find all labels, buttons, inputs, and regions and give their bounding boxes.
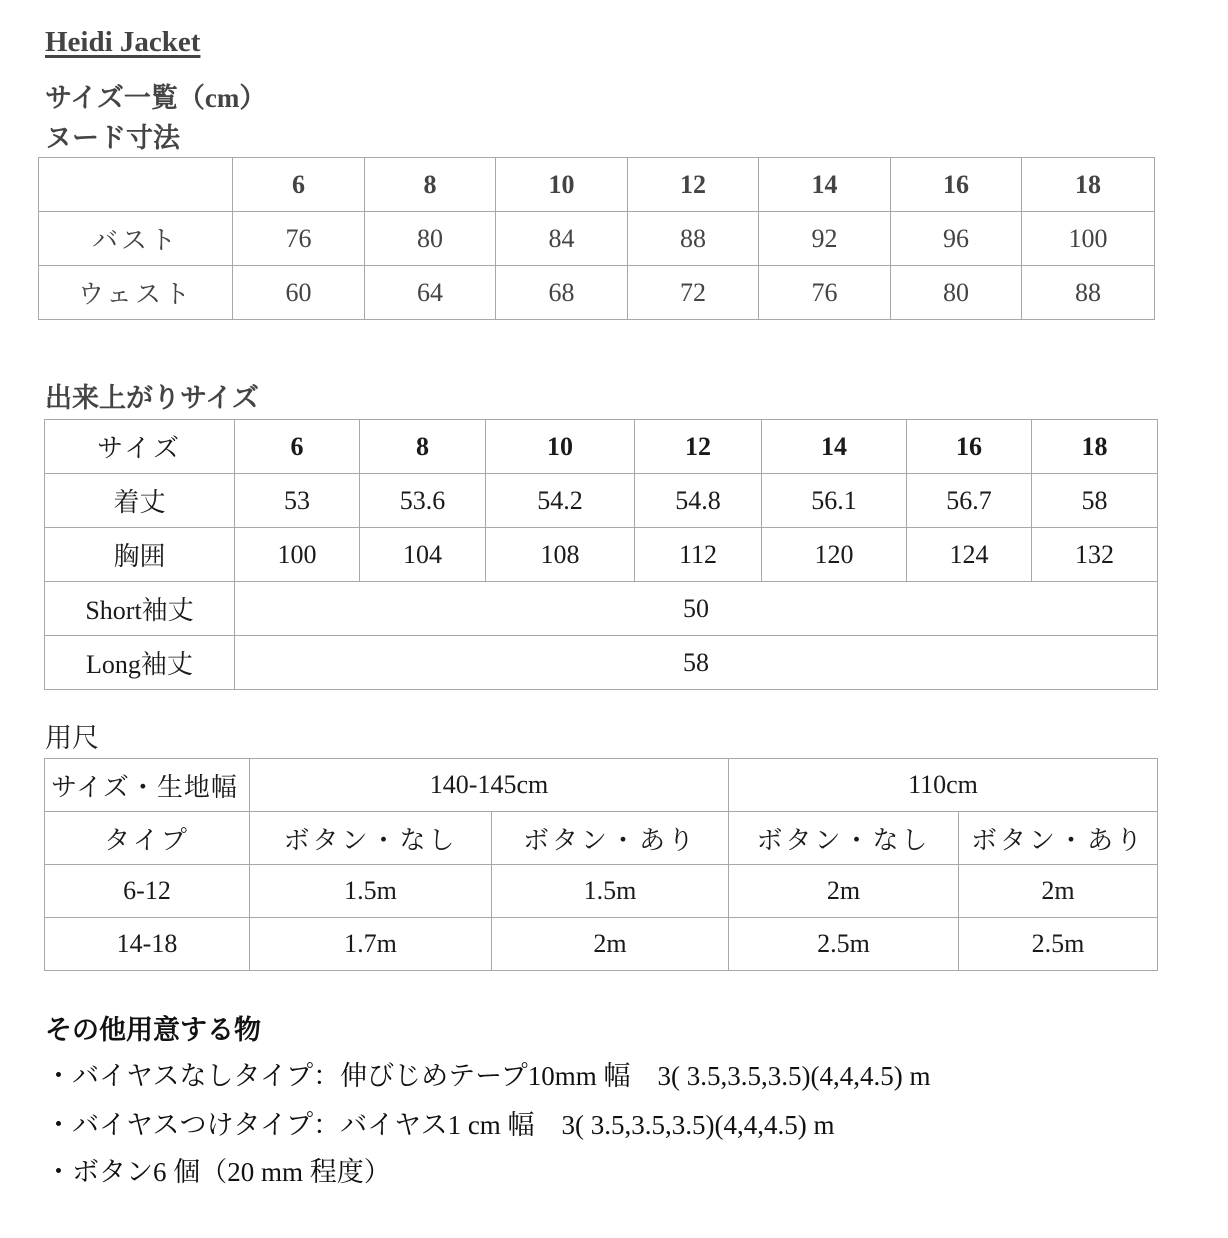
table-cell: 1.5m [492, 865, 729, 918]
header-cell: タイプ [45, 812, 250, 865]
finished-size-table [44, 419, 1158, 690]
table-header-row [39, 158, 1155, 212]
row-label: Long袖丈 [45, 636, 235, 690]
header-cell: サイズ [45, 420, 235, 474]
table-cell: 50 [235, 582, 1158, 636]
table-row [39, 212, 1155, 266]
table-cell: 124 [907, 528, 1032, 582]
header-cell: 14 [762, 420, 907, 474]
table-cell: 2.5m [729, 918, 959, 971]
size-list-heading: サイズ一覧（cm） [45, 83, 267, 113]
header-cell: 10 [486, 420, 635, 474]
table-cell: 100 [1022, 212, 1155, 266]
table-cell: 2m [729, 865, 959, 918]
table-cell: 60 [233, 266, 365, 320]
table-cell: 112 [635, 528, 762, 582]
table-cell: 58 [235, 636, 1158, 690]
header-cell: ボタン・あり [959, 812, 1158, 865]
header-cell: 12 [635, 420, 762, 474]
table-cell: 92 [759, 212, 891, 266]
table-cell: 80 [891, 266, 1022, 320]
table-cell: 58 [1032, 474, 1158, 528]
table-cell: 2m [492, 918, 729, 971]
table-header-row [45, 759, 1158, 812]
table-cell: 1.7m [250, 918, 492, 971]
table-row [45, 865, 1158, 918]
table-cell: 120 [762, 528, 907, 582]
table-cell: 56.1 [762, 474, 907, 528]
table-cell: 88 [1022, 266, 1155, 320]
header-cell: ボタン・あり [492, 812, 729, 865]
row-label: 着丈 [45, 474, 235, 528]
yardage-table [44, 758, 1158, 971]
document-title: Heidi Jacket [45, 26, 201, 58]
finished-size-heading: 出来上がりサイズ [45, 383, 259, 413]
row-label: バスト [39, 212, 233, 266]
table-cell: 100 [235, 528, 360, 582]
header-cell: 16 [891, 158, 1022, 212]
header-cell: 8 [360, 420, 486, 474]
table-cell: 54.2 [486, 474, 635, 528]
list-item: ・ボタン6 個（20 mm 程度） [45, 1157, 391, 1187]
table-cell: 72 [628, 266, 759, 320]
header-cell: 10 [496, 158, 628, 212]
header-cell: 8 [365, 158, 496, 212]
table-cell: 80 [365, 212, 496, 266]
row-label: 6-12 [45, 865, 250, 918]
table-cell: 53.6 [360, 474, 486, 528]
header-cell: 6 [235, 420, 360, 474]
header-cell: ボタン・なし [250, 812, 492, 865]
table-row [39, 266, 1155, 320]
table-cell: 84 [496, 212, 628, 266]
row-label: 胸囲 [45, 528, 235, 582]
row-label: Short袖丈 [45, 582, 235, 636]
header-cell: 110cm [729, 759, 1158, 812]
table-cell: 1.5m [250, 865, 492, 918]
yardage-heading: 用尺 [45, 723, 99, 753]
header-cell: 16 [907, 420, 1032, 474]
other-items-heading: その他用意する物 [45, 1015, 261, 1045]
table-row [45, 474, 1158, 528]
list-item: ・バイヤスなしタイプ：伸びじめテープ10mm 幅 3( 3.5,3.5,3.5)(4,4,4.5) m [45, 1061, 931, 1091]
header-cell: サイズ・生地幅 [45, 759, 250, 812]
table-cell: 53 [235, 474, 360, 528]
table-cell: 54.8 [635, 474, 762, 528]
table-cell: 2.5m [959, 918, 1158, 971]
nude-measurements-heading: ヌード寸法 [45, 123, 180, 153]
row-label: ウェスト [39, 266, 233, 320]
table-cell: 96 [891, 212, 1022, 266]
table-row [45, 636, 1158, 690]
header-cell [39, 158, 233, 212]
table-cell: 68 [496, 266, 628, 320]
table-cell: 56.7 [907, 474, 1032, 528]
header-cell: 18 [1032, 420, 1158, 474]
table-cell: 108 [486, 528, 635, 582]
header-cell: 12 [628, 158, 759, 212]
row-label: 14-18 [45, 918, 250, 971]
table-header-row [45, 420, 1158, 474]
table-cell: 76 [759, 266, 891, 320]
header-cell: 18 [1022, 158, 1155, 212]
nude-measurements-table [38, 157, 1155, 320]
table-cell: 88 [628, 212, 759, 266]
table-cell: 132 [1032, 528, 1158, 582]
table-row [45, 528, 1158, 582]
table-row [45, 918, 1158, 971]
header-cell: 14 [759, 158, 891, 212]
list-item: ・バイヤスつけタイプ：バイヤス1 cm 幅 3( 3.5,3.5,3.5)(4,4,4.5) m [45, 1110, 835, 1140]
header-cell: ボタン・なし [729, 812, 959, 865]
table-cell: 104 [360, 528, 486, 582]
table-row [45, 582, 1158, 636]
header-cell: 6 [233, 158, 365, 212]
table-header-row [45, 812, 1158, 865]
header-cell: 140-145cm [250, 759, 729, 812]
table-cell: 76 [233, 212, 365, 266]
table-cell: 2m [959, 865, 1158, 918]
table-cell: 64 [365, 266, 496, 320]
